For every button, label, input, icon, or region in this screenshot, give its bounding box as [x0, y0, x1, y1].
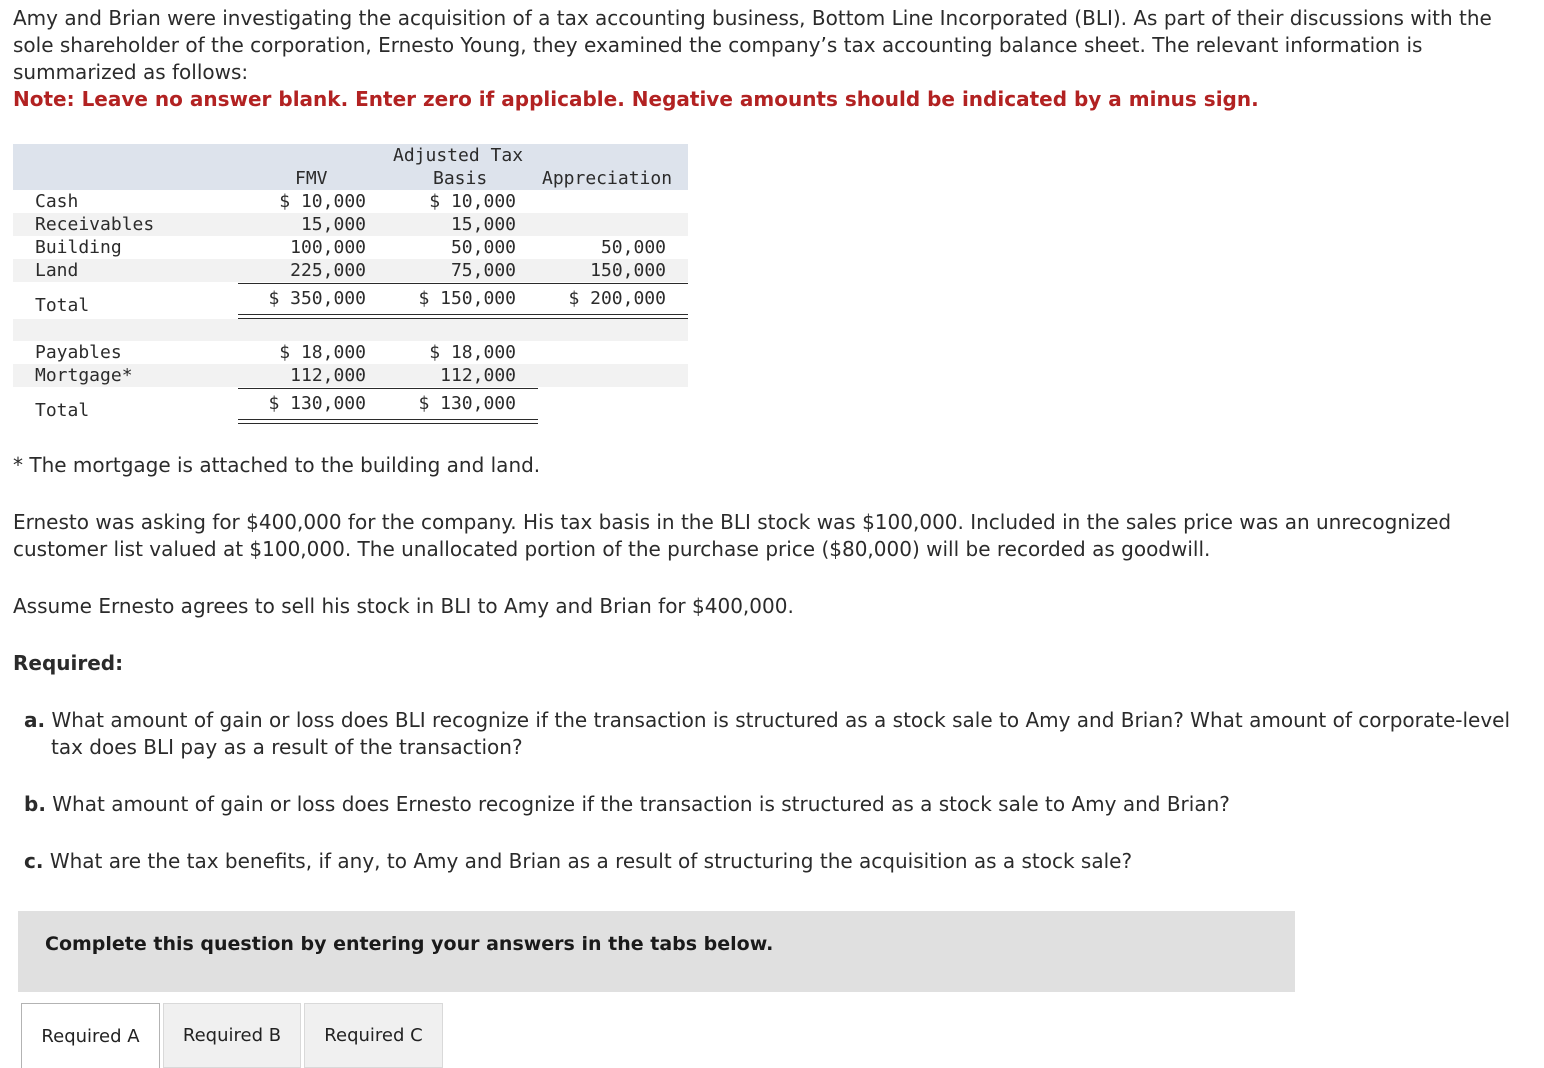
question-letter: a. — [24, 708, 46, 732]
cell-fmv: 225,000 — [290, 260, 366, 281]
row-label: Receivables — [35, 214, 155, 235]
question-c — [24, 848, 1521, 875]
cell-basis: 15,000 — [450, 214, 516, 235]
header-fmv: FMV — [295, 168, 328, 189]
intro-paragraph: Amy and Brian were investigating the acquisition of a tax accounting business, Bottom Line Incorporated (BLI). As part of their discussions with the sole shareholder of the corporation, Ernesto Young, they examined the company’s tax accounting balance sheet. The relevant information is summarized as follows: — [13, 6, 1492, 84]
tab-required-b[interactable]: Required B — [163, 1003, 301, 1068]
instruction-banner — [18, 911, 1295, 992]
cell-basis: 112,000 — [440, 365, 516, 386]
question-a — [24, 707, 1521, 761]
cell-basis: $ 18,000 — [429, 342, 516, 363]
cell-basis: $ 150,000 — [418, 288, 516, 309]
question-letter: b. — [24, 792, 46, 816]
cell-appreciation: $ 200,000 — [568, 288, 666, 309]
total-double-rule — [238, 419, 538, 424]
question-text: What amount of gain or loss does BLI recognize if the transaction is structured as a stock sale to Amy and Brian? What amount of corporate-level tax does BLI pay as a result of the transaction? — [51, 708, 1511, 759]
instruction-text: Complete this question by entering your answers in the tabs below. — [45, 933, 774, 955]
cell-basis: 75,000 — [450, 260, 516, 281]
row-label: Total — [35, 400, 90, 421]
question-text: What are the tax benefits, if any, to Amy and Brian as a result of structuring the acquisition as a stock sale? — [49, 849, 1133, 873]
cell-fmv: 15,000 — [300, 214, 366, 235]
question-b — [24, 791, 1521, 818]
footnote: * The mortgage is attached to the building and land. — [13, 453, 541, 477]
subtotal-rule — [238, 283, 688, 284]
header-basis-line1: Adjusted Tax — [393, 145, 524, 166]
cell-basis: $ 10,000 — [429, 191, 516, 212]
assumption-paragraph: Assume Ernesto agrees to sell his stock in BLI to Amy and Brian for $400,000. — [13, 594, 794, 618]
cell-basis: 50,000 — [450, 237, 516, 258]
cell-fmv: $ 18,000 — [279, 342, 366, 363]
row-label: Building — [35, 237, 122, 258]
row-label: Land — [35, 260, 79, 281]
question-text: What amount of gain or loss does Ernesto recognize if the transaction is structured as a stock sale to Amy and Brian? — [52, 792, 1230, 816]
section-spacer — [13, 319, 688, 341]
cell-fmv: 112,000 — [290, 365, 366, 386]
cell-fmv: $ 130,000 — [268, 393, 366, 414]
subtotal-rule — [238, 388, 538, 389]
instruction-note: Note: Leave no answer blank. Enter zero if applicable. Negative amounts should be indicated by a minus sign. — [13, 87, 1259, 111]
row-label: Cash — [35, 191, 79, 212]
balance-sheet-table — [13, 144, 688, 429]
tab-required-c[interactable]: Required C — [304, 1003, 443, 1068]
cell-appreciation: 50,000 — [600, 237, 666, 258]
sale-details-paragraph: Ernesto was asking for $400,000 for the company. His tax basis in the BLI stock was $100,000. Included in the sales price was an unrecognized customer list valued at $100,000. The unallocated portion of the purchase price ($80,000) will be recorded as goodwill. — [13, 510, 1452, 561]
tab-required-a[interactable]: Required A — [21, 1003, 160, 1068]
header-basis-line2: Basis — [433, 168, 488, 189]
cell-appreciation: 150,000 — [590, 260, 666, 281]
cell-fmv: 100,000 — [290, 237, 366, 258]
header-appreciation: Appreciation — [542, 168, 673, 189]
cell-basis: $ 130,000 — [418, 393, 516, 414]
row-label: Mortgage* — [35, 365, 133, 386]
row-label: Payables — [35, 342, 122, 363]
cell-fmv: $ 350,000 — [268, 288, 366, 309]
cell-fmv: $ 10,000 — [279, 191, 366, 212]
required-heading: Required: — [13, 651, 124, 675]
row-label: Total — [35, 295, 90, 316]
question-letter: c. — [24, 849, 44, 873]
